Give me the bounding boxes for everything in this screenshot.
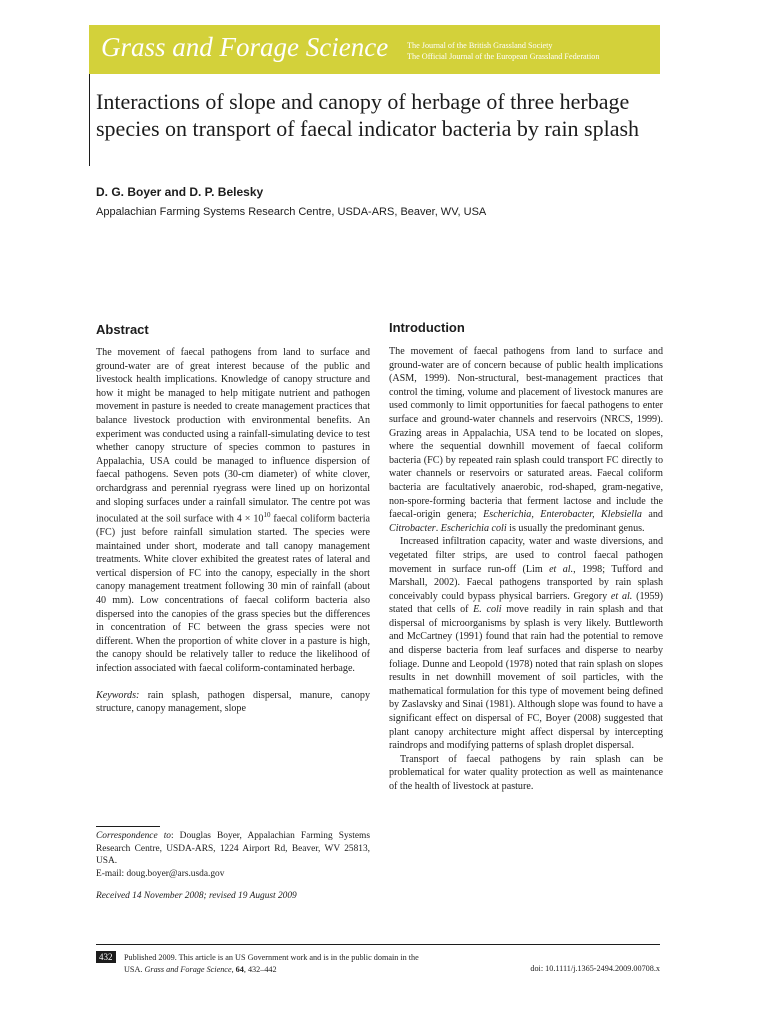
intro-p2-text-b: , 1998; Tufford and Marshall, 2002). Faecal pathogens transported by rain splash conceivably could bypass physical barriers. Gregory <box>389 563 663 602</box>
introduction-column <box>389 345 663 794</box>
keywords-text: rain splash, pathogen dispersal, manure, canopy structure, canopy management, slope <box>96 689 370 715</box>
intro-p1-citrobacter: Citrobacter <box>389 522 436 534</box>
publication-note-pages: , 432–442 <box>243 965 277 975</box>
intro-p2-etal-2: et al. <box>610 590 633 602</box>
correspondence-address <box>96 830 370 868</box>
intro-paragraph-3: Transport of faecal pathogens by rain splash can be problematical for water quality protection as well as maintenance of the health of livestock at pasture. <box>389 753 663 792</box>
title-rule <box>89 74 90 166</box>
page-number: 432 <box>96 951 116 963</box>
journal-header-band <box>89 25 660 74</box>
abstract-text-part1: The movement of faecal pathogens from land to surface and ground-water are of great interest because of the public and livestock health implications. Knowledge of canopy structure and how it might be managed to help mitigate nutrient and pathogen movement in pasture is needed to create management practices that balance livestock production with environmental benefits. An experiment was conducted using a rainfall-simulating device to test whether canopy structure of species common to pastures in Appalachia, USA could be managed to influence dispersion of faecal pathogens. Seven pots (30-cm diameter) of white clover, orchardgrass and perennial ryegrass were lined up on horizontal and sloping surfaces under a rainfall simulator. The centre pot was inoculated at the soil surface with 4 × 10 <box>96 347 370 525</box>
publication-note-journal: Grass and Forage Science <box>144 965 232 975</box>
intro-p2-text-d: move readily in rain splash and that dispersal of microorganisms by splash is very likely. Buttleworth and McCartney (1991) found that rain had the potential to remove and disperse bacteria from leaf surfaces and disperse to nearby foliage. Dunne and Leopold (1978) noted that rain splash on slopes results in net downhill movement of soil particles, with the mathematical formulation for this type of movement being defined by Zaslavsky and Sinai (1981). Although slope was found to have a significant effect on dispersal of FC, Boyer (2008) suggested that plant canopy architecture might affect dispersal by intercepting raindrops and modifying patterns of splash droplet dispersal. <box>389 604 663 752</box>
correspondence <box>96 830 370 880</box>
footer-rule <box>96 944 660 945</box>
abstract-exponent: 10 <box>263 511 271 520</box>
intro-p2-ecoli: E. coli <box>473 604 502 616</box>
publication-note-volume: 64 <box>235 965 244 975</box>
intro-p1-and: and <box>641 509 663 521</box>
doi: doi: 10.1111/j.1365-2494.2009.00708.x <box>530 964 660 973</box>
abstract-heading: Abstract <box>96 322 149 337</box>
journal-subtitle <box>407 40 599 62</box>
keywords <box>96 689 370 716</box>
intro-p1-ecoli: Escherichia coli <box>440 522 507 534</box>
intro-p1-dot: . <box>435 522 441 534</box>
journal-subtitle-line2: The Official Journal of the European Grassland Federation <box>407 52 600 61</box>
correspondence-email: E-mail: doug.boyer@ars.usda.gov <box>96 868 225 879</box>
introduction-heading: Introduction <box>389 320 465 335</box>
abstract-column <box>96 346 370 716</box>
publication-note-comma: , <box>231 965 236 975</box>
intro-paragraph-1 <box>389 345 663 535</box>
abstract-text <box>96 346 370 676</box>
article-title: Interactions of slope and canopy of herbage of three herbage species on transport of faecal indicator bacteria by rain splash <box>96 89 640 141</box>
intro-p1-end: is usually the predominant genus. <box>506 522 645 534</box>
keywords-label: Keywords: <box>96 689 140 701</box>
received-dates: Received 14 November 2008; revised 19 August 2009 <box>96 891 297 901</box>
publication-note <box>124 952 424 976</box>
correspondence-rule <box>96 826 160 827</box>
article-authors: D. G. Boyer and D. P. Belesky <box>96 185 264 199</box>
intro-p2-etal-1: et al. <box>549 563 574 575</box>
abstract-text-part2: faecal coliform bacteria (FC) just before rainfall simulation started. The species were maintained under short, moderate and tall canopy management treatments. White clover exhibited the greatest rates of lateral and vertical dispersion of FC into the canopy, especially in the short canopy management treatment following 30 min of rainfall (about 40 mm). Low concentrations of faecal coliform bacteria also dispersed into the canopies of the grass species but the differences in concentration of FC between the grass species were not different. When the proportion of white clover in a pasture is high, the canopy should be relatively taller to reduce the likelihood of infection associated with faecal coliform-contaminated herbage. <box>96 513 370 675</box>
journal-title: Grass and Forage Science <box>101 32 389 62</box>
journal-subtitle-line1: The Journal of the British Grassland Society <box>407 41 553 50</box>
correspondence-label: Correspondence to <box>96 831 171 841</box>
intro-p2-text-c: (1959) stated that cells of <box>389 590 664 616</box>
correspondence-text: : Douglas Boyer, Appalachian Farming Systems Research Centre, USDA-ARS, 1224 Airport Rd, Beaver, WV 25813, USA. <box>96 831 370 867</box>
intro-p2-text-a: Increased infiltration capacity, water and waste diversions, and vegetated filter strips, are used to control faecal pathogen movement in surface run-off (Lim <box>389 536 663 575</box>
intro-p1-genera: Escherichia, Enterobacter, Klebsiella <box>483 509 642 521</box>
intro-p1-text: The movement of faecal pathogens from land to surface and ground-water are of concern because of public health implications (ASM, 1999). Non-structural, best-management practices that control the timing, volume and placement of livestock manures are used commonly to limit opportunities for faecal pathogens to enter surface and ground-water channels and reservoirs (NRCS, 1999). Grazing areas in Appalachia, USA tend to be located on slopes, where the sequential downhill movement of faecal coliform bacteria (FC) by repeated rain splash could transport FC directly to water channels or reservoirs or saturated areas. Faecal coliform bacteria are facultatively anaerobic, rod-shaped, gram-negative, non-spore-forming bacteria that ferment lactose and include the faecal-origin genera; <box>389 346 663 521</box>
article-affiliation: Appalachian Farming Systems Research Centre, USDA-ARS, Beaver, WV, USA <box>96 206 487 218</box>
publication-note-text: Published 2009. This article is an US Government work and is in the public domain in the USA. <box>124 953 419 975</box>
intro-paragraph-2 <box>389 535 663 753</box>
